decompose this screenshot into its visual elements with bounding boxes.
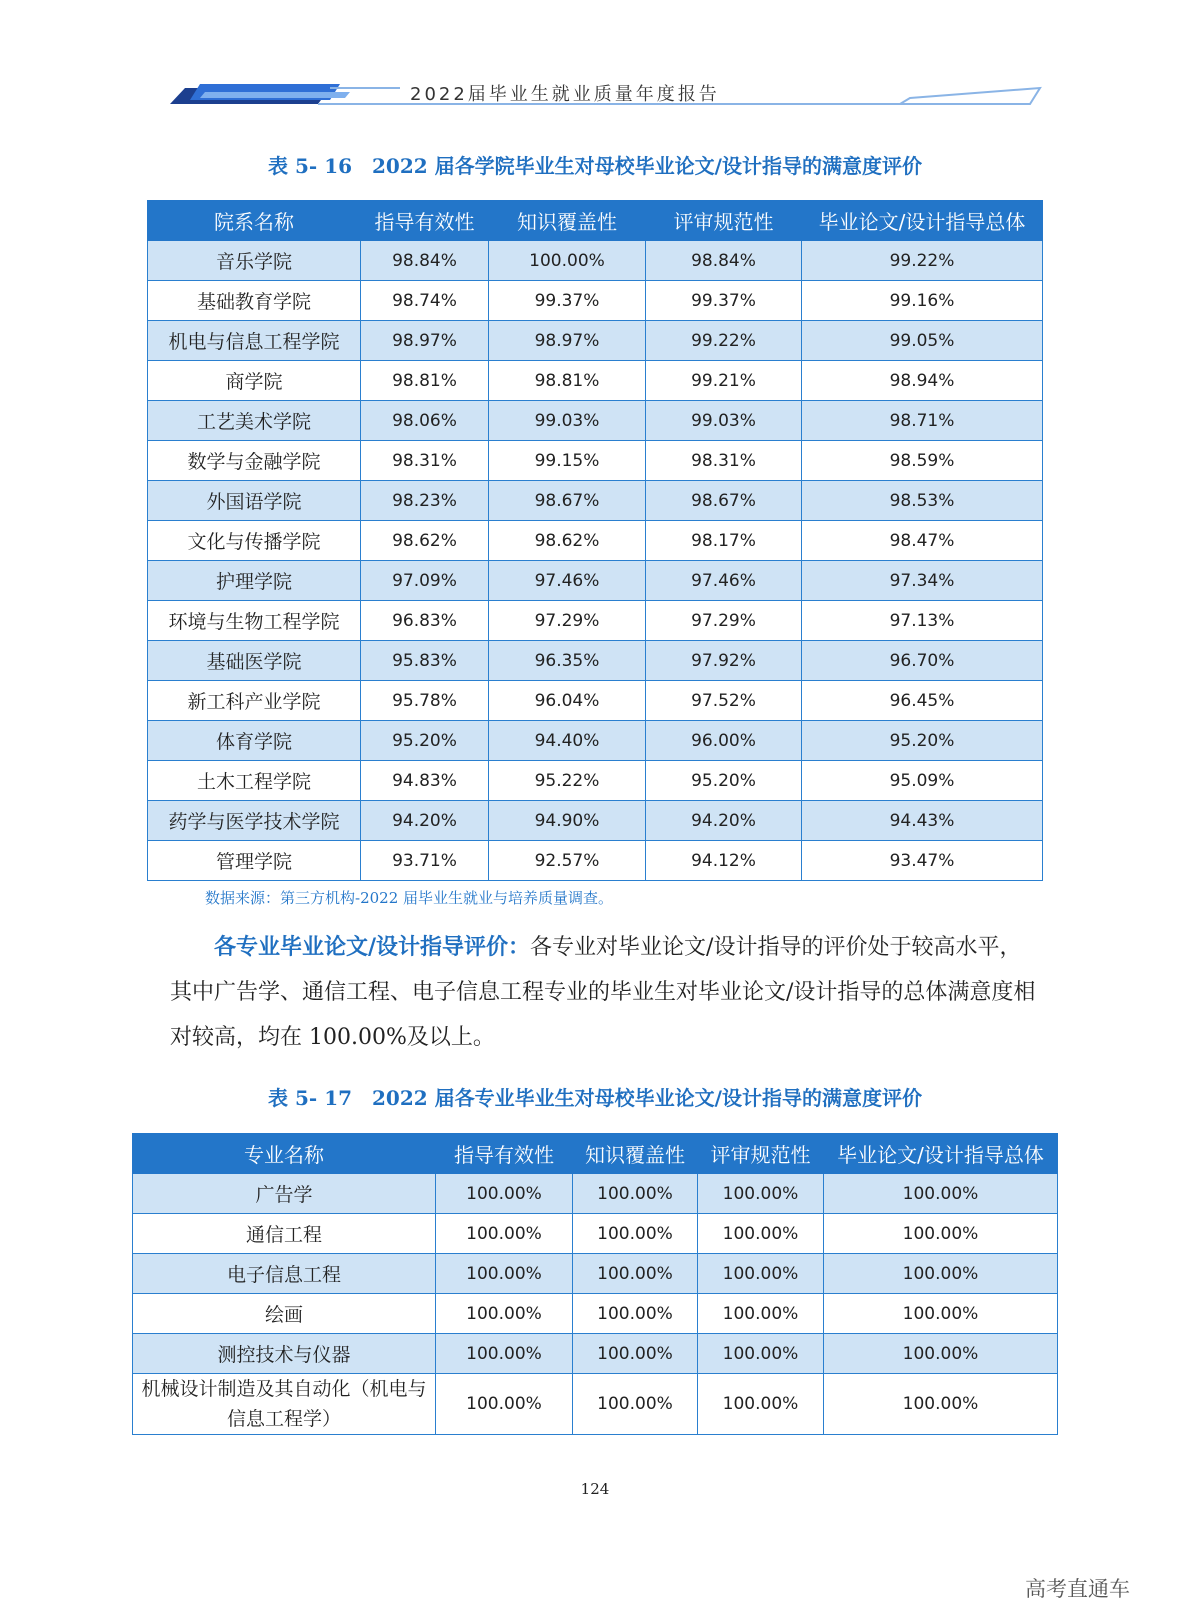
table-row <box>148 841 1043 881</box>
column-header: 知识覆盖性 <box>489 201 646 241</box>
column-header: 专业名称 <box>133 1134 436 1174</box>
table-row <box>148 281 1043 321</box>
value-cell: 99.22% <box>646 321 802 361</box>
value-cell: 96.04% <box>489 681 646 721</box>
value-cell: 95.09% <box>802 761 1043 801</box>
value-cell: 100.00% <box>573 1214 698 1254</box>
row-name-cell: 新工科产业学院 <box>148 681 361 721</box>
value-cell: 98.84% <box>646 241 802 281</box>
value-cell: 98.81% <box>489 361 646 401</box>
value-cell: 98.62% <box>361 521 489 561</box>
value-cell: 95.83% <box>361 641 489 681</box>
column-header: 评审规范性 <box>698 1134 824 1174</box>
table-body <box>133 1174 1058 1435</box>
value-cell: 98.97% <box>361 321 489 361</box>
row-name-cell: 文化与传播学院 <box>148 521 361 561</box>
table-row <box>148 441 1043 481</box>
column-header: 知识覆盖性 <box>573 1134 698 1174</box>
value-cell: 100.00% <box>436 1334 573 1374</box>
table-row <box>133 1334 1058 1374</box>
college-satisfaction-table <box>147 200 1043 881</box>
value-cell: 98.74% <box>361 281 489 321</box>
table-row <box>148 481 1043 521</box>
table-row <box>133 1374 1058 1435</box>
value-cell: 95.78% <box>361 681 489 721</box>
value-cell: 96.35% <box>489 641 646 681</box>
table2-caption: 表 5- 17 2022 届各专业毕业生对母校毕业论文/设计指导的满意度评价 <box>268 1086 922 1110</box>
value-cell: 98.59% <box>802 441 1043 481</box>
table-row <box>148 401 1043 441</box>
table-row <box>148 521 1043 561</box>
table-header-row <box>133 1134 1058 1174</box>
table-row <box>148 361 1043 401</box>
value-cell: 97.13% <box>802 601 1043 641</box>
table-row <box>148 241 1043 281</box>
row-name-cell: 外国语学院 <box>148 481 361 521</box>
value-cell: 100.00% <box>824 1174 1058 1214</box>
value-cell: 98.62% <box>489 521 646 561</box>
value-cell: 99.21% <box>646 361 802 401</box>
row-name-cell: 机电与信息工程学院 <box>148 321 361 361</box>
value-cell: 95.22% <box>489 761 646 801</box>
table-row <box>133 1254 1058 1294</box>
row-name-cell: 基础教育学院 <box>148 281 361 321</box>
table-row <box>133 1174 1058 1214</box>
watermark-text: 高考直通车 <box>1025 1577 1130 1601</box>
value-cell: 96.45% <box>802 681 1043 721</box>
value-cell: 100.00% <box>698 1214 824 1254</box>
value-cell: 100.00% <box>573 1254 698 1294</box>
header-banner <box>0 0 1190 140</box>
column-header: 指导有效性 <box>436 1134 573 1174</box>
value-cell: 100.00% <box>824 1334 1058 1374</box>
value-cell: 99.03% <box>646 401 802 441</box>
value-cell: 97.46% <box>646 561 802 601</box>
value-cell: 95.20% <box>802 721 1043 761</box>
value-cell: 92.57% <box>489 841 646 881</box>
value-cell: 97.34% <box>802 561 1043 601</box>
value-cell: 98.67% <box>489 481 646 521</box>
value-cell: 98.31% <box>646 441 802 481</box>
value-cell: 97.52% <box>646 681 802 721</box>
value-cell: 95.20% <box>646 761 802 801</box>
value-cell: 100.00% <box>436 1374 573 1435</box>
row-name-cell: 绘画 <box>133 1294 436 1334</box>
header-title: 2022届毕业生就业质量年度报告 <box>410 84 720 105</box>
value-cell: 99.15% <box>489 441 646 481</box>
row-name-cell: 通信工程 <box>133 1214 436 1254</box>
table-header-row <box>148 201 1043 241</box>
banner-light-stripe <box>200 92 350 98</box>
value-cell: 94.12% <box>646 841 802 881</box>
major-satisfaction-table <box>132 1133 1058 1435</box>
paragraph-text: 各专业对毕业论文/设计指导的评价处于较高水平，其中广告学、通信工程、电子信息工程专业的毕业生对毕业论文/设计指导的总体满意度相对较高，均在 100.00%及以上。 <box>170 935 1036 1050</box>
value-cell: 100.00% <box>436 1174 573 1214</box>
column-header: 毕业论文/设计指导总体 <box>824 1134 1058 1174</box>
value-cell: 96.00% <box>646 721 802 761</box>
paragraph-lead: 各专业毕业论文/设计指导评价： <box>214 934 531 960</box>
value-cell: 99.37% <box>489 281 646 321</box>
column-header: 院系名称 <box>148 201 361 241</box>
value-cell: 98.71% <box>802 401 1043 441</box>
source-note: 数据来源：第三方机构-2022 届毕业生就业与培养质量调查。 <box>205 889 614 907</box>
table-row <box>148 721 1043 761</box>
value-cell: 100.00% <box>824 1214 1058 1254</box>
value-cell: 98.23% <box>361 481 489 521</box>
banner-right-slant <box>900 88 1040 104</box>
value-cell: 93.47% <box>802 841 1043 881</box>
value-cell: 100.00% <box>824 1254 1058 1294</box>
value-cell: 99.22% <box>802 241 1043 281</box>
row-name-cell: 管理学院 <box>148 841 361 881</box>
value-cell: 94.20% <box>646 801 802 841</box>
table-row <box>148 641 1043 681</box>
row-name-cell: 机械设计制造及其自动化（机电与信息工程学） <box>133 1374 436 1435</box>
value-cell: 100.00% <box>573 1294 698 1334</box>
value-cell: 98.06% <box>361 401 489 441</box>
value-cell: 94.83% <box>361 761 489 801</box>
value-cell: 100.00% <box>436 1254 573 1294</box>
table-row <box>148 321 1043 361</box>
row-name-cell: 商学院 <box>148 361 361 401</box>
table-row <box>148 761 1043 801</box>
table1-caption: 表 5- 16 2022 届各学院毕业生对母校毕业论文/设计指导的满意度评价 <box>268 154 922 178</box>
value-cell: 100.00% <box>436 1214 573 1254</box>
value-cell: 98.94% <box>802 361 1043 401</box>
row-name-cell: 电子信息工程 <box>133 1254 436 1294</box>
value-cell: 100.00% <box>824 1374 1058 1435</box>
value-cell: 97.09% <box>361 561 489 601</box>
column-header: 毕业论文/设计指导总体 <box>802 201 1043 241</box>
table-row <box>148 601 1043 641</box>
value-cell: 96.83% <box>361 601 489 641</box>
value-cell: 100.00% <box>824 1294 1058 1334</box>
value-cell: 100.00% <box>489 241 646 281</box>
value-cell: 100.00% <box>573 1374 698 1435</box>
value-cell: 100.00% <box>698 1174 824 1214</box>
value-cell: 98.97% <box>489 321 646 361</box>
value-cell: 98.81% <box>361 361 489 401</box>
table-row <box>148 681 1043 721</box>
value-cell: 100.00% <box>698 1374 824 1435</box>
row-name-cell: 测控技术与仪器 <box>133 1334 436 1374</box>
value-cell: 99.03% <box>489 401 646 441</box>
value-cell: 100.00% <box>698 1294 824 1334</box>
value-cell: 94.90% <box>489 801 646 841</box>
value-cell: 93.71% <box>361 841 489 881</box>
value-cell: 94.43% <box>802 801 1043 841</box>
row-name-cell: 数学与金融学院 <box>148 441 361 481</box>
value-cell: 100.00% <box>698 1254 824 1294</box>
row-name-cell: 基础医学院 <box>148 641 361 681</box>
page-number: 124 <box>580 1480 610 1498</box>
body-paragraph <box>170 925 1040 1060</box>
value-cell: 98.31% <box>361 441 489 481</box>
row-name-cell: 土木工程学院 <box>148 761 361 801</box>
value-cell: 99.05% <box>802 321 1043 361</box>
value-cell: 98.53% <box>802 481 1043 521</box>
row-name-cell: 体育学院 <box>148 721 361 761</box>
value-cell: 98.67% <box>646 481 802 521</box>
value-cell: 100.00% <box>436 1294 573 1334</box>
value-cell: 95.20% <box>361 721 489 761</box>
value-cell: 99.16% <box>802 281 1043 321</box>
value-cell: 99.37% <box>646 281 802 321</box>
table-row <box>133 1294 1058 1334</box>
value-cell: 97.92% <box>646 641 802 681</box>
value-cell: 97.29% <box>489 601 646 641</box>
value-cell: 97.29% <box>646 601 802 641</box>
column-header: 指导有效性 <box>361 201 489 241</box>
value-cell: 98.17% <box>646 521 802 561</box>
value-cell: 100.00% <box>573 1334 698 1374</box>
table-row <box>148 561 1043 601</box>
table-row <box>133 1214 1058 1254</box>
row-name-cell: 音乐学院 <box>148 241 361 281</box>
row-name-cell: 工艺美术学院 <box>148 401 361 441</box>
table-body <box>148 241 1043 881</box>
table-row <box>148 801 1043 841</box>
value-cell: 94.40% <box>489 721 646 761</box>
value-cell: 100.00% <box>698 1334 824 1374</box>
value-cell: 100.00% <box>573 1174 698 1214</box>
value-cell: 98.84% <box>361 241 489 281</box>
value-cell: 97.46% <box>489 561 646 601</box>
row-name-cell: 药学与医学技术学院 <box>148 801 361 841</box>
value-cell: 96.70% <box>802 641 1043 681</box>
value-cell: 98.47% <box>802 521 1043 561</box>
row-name-cell: 广告学 <box>133 1174 436 1214</box>
value-cell: 94.20% <box>361 801 489 841</box>
row-name-cell: 护理学院 <box>148 561 361 601</box>
column-header: 评审规范性 <box>646 201 802 241</box>
row-name-cell: 环境与生物工程学院 <box>148 601 361 641</box>
